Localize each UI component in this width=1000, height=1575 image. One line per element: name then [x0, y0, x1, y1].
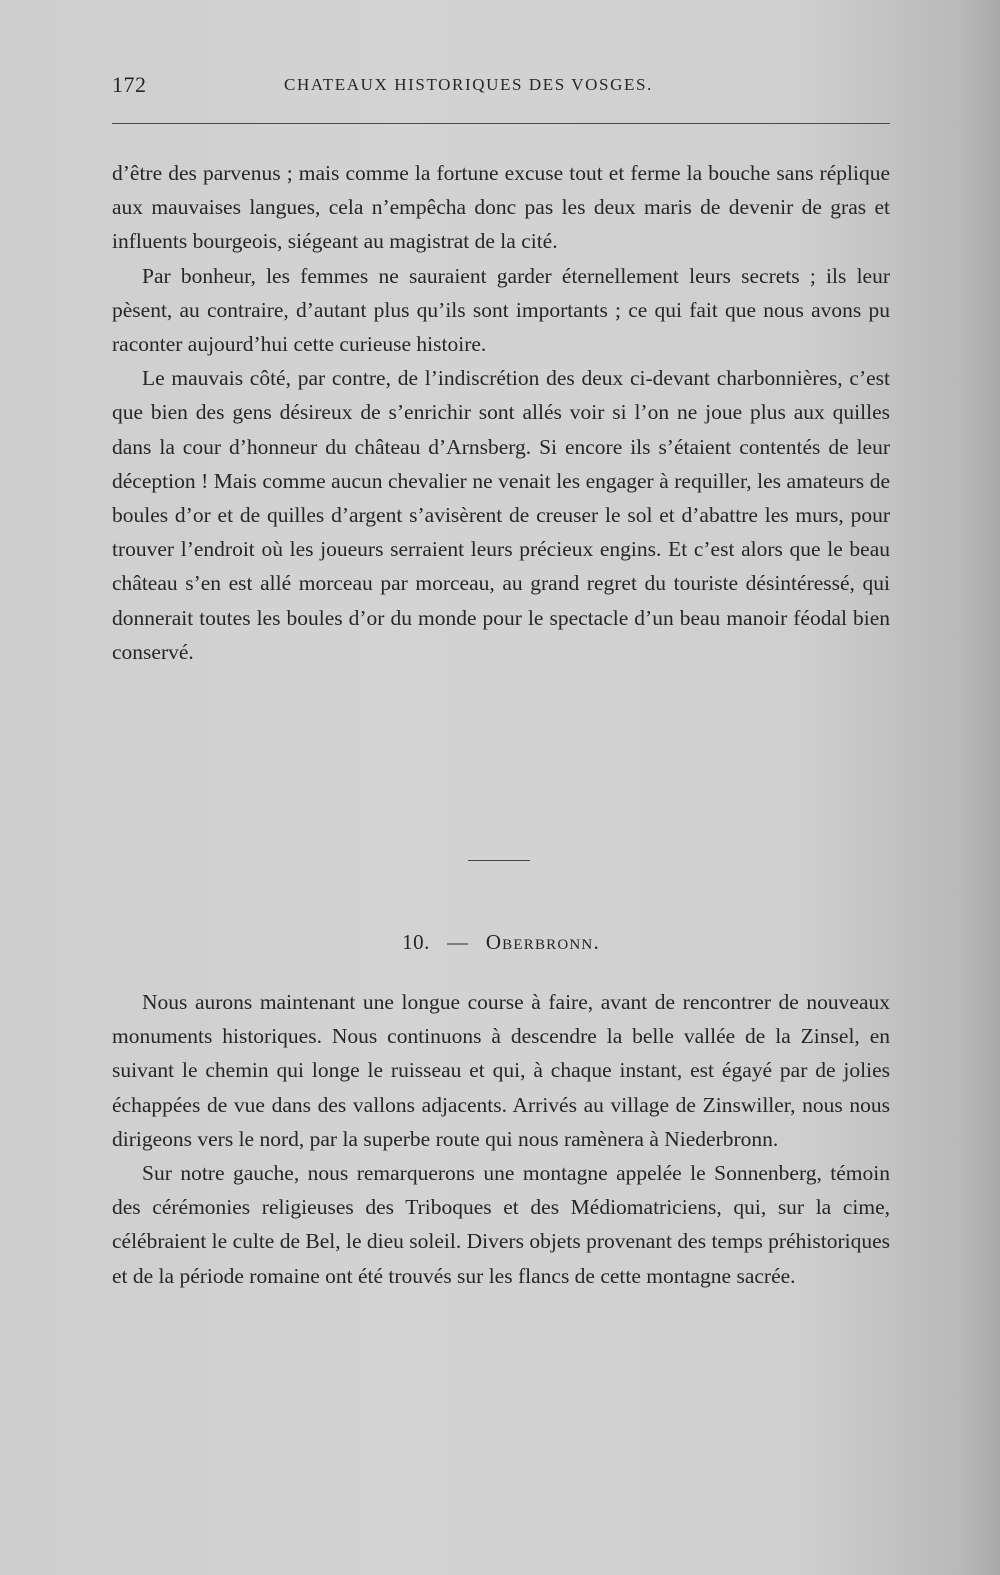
text-block-after-section — [112, 985, 890, 1293]
paragraph: Le mauvais côté, par contre, de l’indiscrétion des deux ci-devant charbonnières, c’est que bien des gens désireux de s’enrichir sont allés voir si l’on ne joue plus aux quilles dans la cour d’honneur du château d’Arnsberg. Si encore ils s’étaient contentés de leur déception ! Mais comme aucun chevalier ne venait les engager à requiller, les amateurs de boules d’or et de quilles d’argent s’avisèrent de creuser le sol et d’abattre les murs, pour trouver l’endroit où les joueurs serraient leurs précieux engins. Et c’est alors que le beau château s’en est allé morceau par morceau, au grand regret du touriste désintéressé, qui donnerait toutes les boules d’or du monde pour le spectacle d’un beau manoir féodal bien conservé. — [112, 366, 890, 664]
page-number: 172 — [112, 72, 147, 97]
paragraph: Sur notre gauche, nous remarquerons une montagne appelée le Sonnenberg, témoin des cérémonies religieuses des Triboques et des Médiomatriciens, qui, sur la cime, célébraient le culte de Bel, le dieu soleil. Divers objets provenant des temps préhistoriques et de la période romaine ont été trouvés sur les flancs de cette montagne sacrée. — [112, 1161, 890, 1288]
paragraph: d’être des parvenus ; mais comme la fortune excuse tout et ferme la bouche sans réplique aux mauvaises langues, cela n’empêcha donc pas les deux maris de devenir de gras et influents bourgeois, siégeant au magistrat de la cité. — [112, 161, 890, 254]
paragraph: Nous aurons maintenant une longue course à faire, avant de rencontrer de nouveaux monuments historiques. Nous continuons à descendre la belle vallée de la Zinsel, en suivant le chemin qui longe le ruisseau et qui, à chaque instant, est égayé par de jolies échappées de vue dans des vallons adjacents. Arrivés au village de Zinswiller, nous nous dirigeons vers le nord, par la superbe route qui nous ramènera à Niederbronn. — [112, 990, 890, 1151]
section-title: Oberbronn. — [485, 930, 600, 954]
section-number: 10. — [402, 930, 430, 954]
section-dash: — — [447, 930, 469, 954]
header-rule — [112, 123, 890, 124]
paragraph: Par bonheur, les femmes ne sauraient garder éternellement leurs secrets ; ils leur pèsent, au contraire, d’autant plus qu’ils sont importants ; ce qui fait que nous avons pu raconter aujourd’hui cette curieuse histoire. — [112, 263, 890, 357]
running-head — [112, 72, 890, 102]
section-divider — [468, 860, 530, 861]
running-title: CHATEAUX HISTORIQUES DES VOSGES. — [284, 75, 653, 94]
text-block-before-section — [112, 156, 890, 669]
section-heading — [112, 930, 890, 955]
